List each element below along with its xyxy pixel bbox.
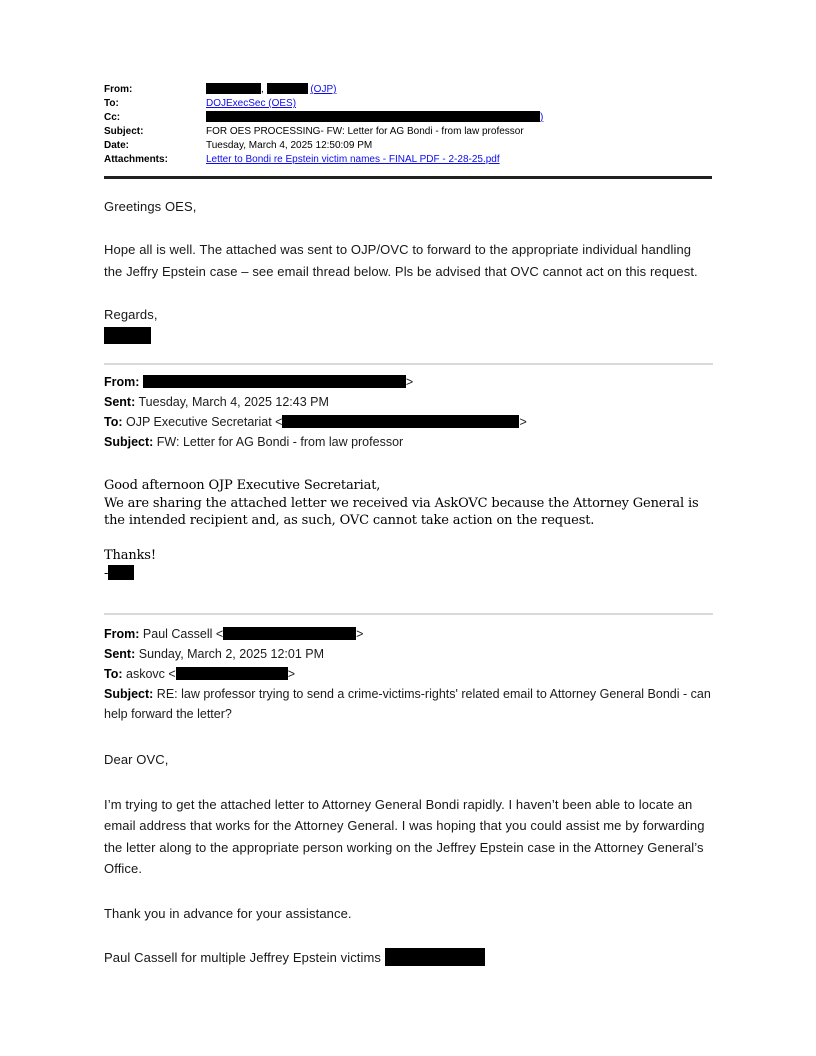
redaction-box-signature [108, 565, 134, 580]
email1-closing: Regards, [104, 306, 158, 322]
redaction-box [206, 83, 261, 94]
thread-divider-1 [104, 363, 713, 365]
email2-thanks: Thanks! [104, 548, 156, 563]
email2-signature-line: - [104, 565, 712, 583]
date-value: Tuesday, March 4, 2025 12:50:09 PM [206, 140, 373, 151]
email3-header [104, 624, 712, 724]
email2-sent-row: Sent: Tuesday, March 4, 2025 12:43 PM [104, 395, 329, 409]
redaction-box [176, 667, 288, 680]
from-ojp-link[interactable]: (OJP) [310, 84, 337, 95]
from-value: , (OJP) [206, 83, 712, 97]
email2-from-row: From: > [104, 375, 414, 389]
email1-body [104, 196, 712, 344]
email-header-block [104, 83, 712, 167]
email2-to-row: To: OJP Executive Secretariat < > [104, 415, 527, 429]
redaction-box-signature [104, 327, 151, 344]
email3-signature-line: Paul Cassell for multiple Jeffrey Epstein victims [104, 947, 712, 969]
email3-subject-row: Subject: RE: law professor trying to send a crime-victims-rights' related email to Attorney General Bondi - can help forward the letter? [104, 687, 711, 721]
header-rule [104, 176, 712, 179]
email3-thanks: Thank you in advance for your assistance. [104, 905, 352, 921]
redaction-box [267, 83, 308, 94]
email3-body [104, 749, 712, 969]
email3-greeting: Dear OVC, [104, 752, 169, 767]
email3-sent-row: Sent: Sunday, March 2, 2025 12:01 PM [104, 647, 325, 661]
attachment-pdf-link[interactable]: Letter to Bondi re Epstein victim names - FINAL PDF - 2-28-25.pdf [206, 154, 500, 165]
to-label: To: [104, 98, 119, 109]
email3-paragraph: I’m trying to get the attached letter to Attorney General Bondi rapidly. I haven’t been able to locate an email address that works for the Attorney General. I was hoping that you could assist me by forwarding the letter along to the appropriate person working on the Jeffrey Epstein case in the Attorney General’s Office. [104, 796, 705, 876]
doj-execsec-link[interactable]: DOJExecSec (OES) [206, 98, 297, 109]
email2-paragraph: We are sharing the attached letter we received via AskOVC because the Attorney General is the intended recipient and, as such, OVC cannot take action on the request. [104, 495, 699, 528]
redaction-box [143, 375, 406, 388]
cc-label: Cc: [104, 112, 121, 123]
redaction-box [223, 627, 356, 640]
email3-to-row: To: askovc < > [104, 667, 295, 681]
cc-value [206, 111, 712, 125]
redaction-box [206, 111, 540, 122]
email2-subject-row: Subject: FW: Letter for AG Bondi - from law professor [104, 435, 404, 449]
email1-paragraph: Hope all is well. The attached was sent to OJP/OVC to forward to the appropriate individual handling the Jeffry Epstein case – see email thread below. Pls be advised that OVC cannot act on this request. [104, 242, 698, 279]
subject-value: FOR OES PROCESSING- FW: Letter for AG Bondi - from law professor [206, 126, 524, 137]
email3-from-row: From: Paul Cassell < > [104, 627, 364, 641]
to-value [206, 97, 712, 111]
from-label: From: [104, 84, 133, 95]
email2-header [104, 372, 712, 452]
redaction-box [282, 415, 519, 428]
attachments-label: Attachments: [104, 154, 168, 165]
cc-paren-link[interactable]: ) [540, 112, 544, 123]
thread-divider-2 [104, 613, 713, 615]
email2-greeting: Good afternoon OJP Executive Secretariat, [104, 478, 381, 493]
email2-body [104, 477, 712, 582]
subject-label: Subject: [104, 126, 144, 137]
date-label: Date: [104, 140, 130, 151]
attachments-value [206, 153, 712, 167]
redaction-box-signature [385, 948, 485, 966]
email1-greeting: Greetings OES, [104, 199, 197, 214]
